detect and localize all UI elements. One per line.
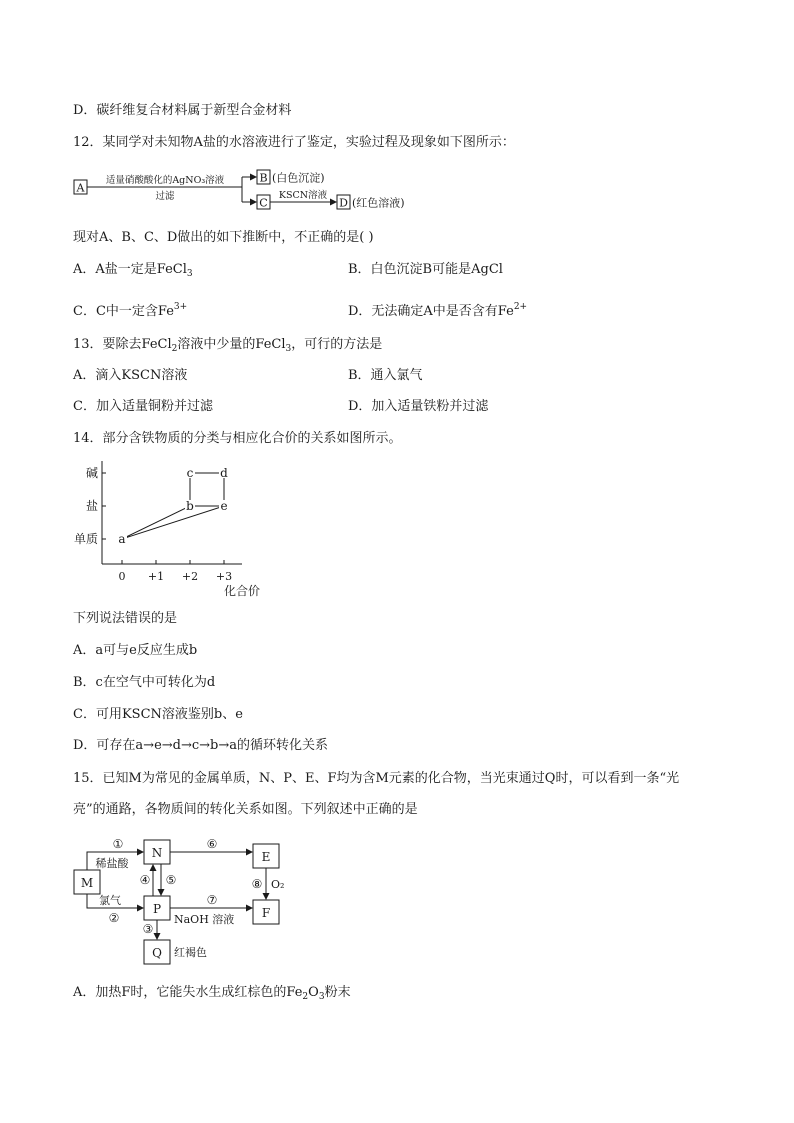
q15-transform-diagram: [70, 832, 320, 968]
q15-option-a: A．加热F时，它能失水生成红棕色的$Fe_2O_3$粉末: [73, 985, 351, 1002]
q13-option-b: B．通入氯气: [348, 368, 423, 383]
op-filter: 过滤: [155, 191, 175, 202]
b-desc: (白色沉淀): [272, 171, 325, 185]
q12-stem: 12．某同学对未知物A盐的水溶液进行了鉴定，实验过程及现象如下图所示：: [73, 135, 515, 150]
point-a: a: [118, 532, 126, 546]
step-4: ④: [139, 873, 151, 887]
label-hcl: 稀盐酸: [95, 857, 129, 870]
q13-stem: 13．要除去FeCl$_2$溶液中少量的FeCl$_3$，可行的方法是: [73, 337, 383, 354]
relation-line-a-e: [122, 506, 224, 539]
x-tick-label: +2: [181, 570, 199, 583]
q14-valence-chart: [70, 458, 280, 604]
q-desc: 红褐色: [174, 946, 207, 959]
box-e-label: E: [261, 850, 271, 864]
step-7: ⑦: [206, 893, 218, 907]
x-tick-label: 0: [118, 570, 126, 583]
q14-option-d: D．可存在a→e→d→c→b→a的循环转化关系: [73, 738, 329, 753]
q14-stem: 14．部分含铁物质的分类与相应化合价的关系如图所示。: [73, 431, 402, 446]
box-a-label: A: [76, 181, 85, 195]
step-3: ③: [142, 922, 154, 936]
relation-line-a-b: [122, 506, 190, 539]
q12-option-b: B．白色沉淀B可能是AgCl: [348, 262, 503, 277]
box-q-label: Q: [152, 946, 162, 960]
point-b: b: [186, 499, 194, 513]
y-tick-label: 盐: [85, 499, 98, 513]
point-e: e: [220, 499, 228, 513]
q15-stem-line1: 15．已知M为常见的金属单质，N、P、E、F均为含M元素的化合物，当光束通过Q时，可以看到一条“光: [73, 771, 680, 786]
q12-option-a: A．A盐一定是FeCl$_3$: [73, 262, 193, 279]
box-m-label: M: [80, 876, 94, 890]
q12-option-c: C．C中一定含$Fe^{3+}$: [73, 302, 188, 319]
reagent-agno3: 适量硝酸酸化的AgNO₃溶液: [105, 175, 225, 186]
box-b-label: B: [259, 171, 268, 185]
step-1: ①: [112, 837, 124, 851]
step-5: ⑤: [165, 873, 177, 887]
point-c: c: [186, 466, 194, 480]
point-d: d: [220, 466, 228, 480]
q13-option-a: A．滴入KSCN溶液: [73, 368, 188, 383]
step-8: ⑧: [251, 877, 263, 891]
q12-option-d: D．无法确定A中是否含有$Fe^{2+}$: [348, 302, 528, 319]
q12-question: 现对A、B、C、D做出的如下推断中，不正确的是( ): [73, 230, 374, 245]
x-axis-label: 化合价: [223, 584, 261, 598]
d-desc: (红色溶液): [352, 196, 405, 210]
box-c-label: C: [259, 196, 268, 210]
q14-option-b: B．c在空气中可转化为d: [73, 675, 216, 690]
box-p-label: P: [152, 902, 162, 916]
reagent-kscn: KSCN溶液: [278, 190, 328, 201]
q15-stem-line2: 亮”的通路，各物质间的转化关系如图。下列叙述中正确的是: [73, 802, 418, 817]
q13-option-d: D．加入适量铁粉并过滤: [348, 399, 489, 414]
q11-option-d: D．碳纤维复合材料属于新型合金材料: [73, 103, 292, 118]
q13-option-c: C．加入适量铜粉并过滤: [73, 399, 213, 414]
q14-option-c: C．可用KSCN溶液鉴别b、e: [73, 707, 243, 722]
box-d-label: D: [339, 196, 348, 210]
q14-option-a: A．a可与e反应生成b: [73, 643, 198, 658]
box-f-label: F: [261, 906, 271, 920]
x-tick-label: +3: [215, 570, 233, 583]
box-n-label: N: [151, 846, 163, 860]
y-tick-label: 碱: [85, 466, 98, 480]
label-o2: O₂: [271, 878, 285, 891]
y-tick-label: 单质: [73, 532, 98, 546]
step-6: ⑥: [206, 837, 218, 851]
q14-question: 下列说法错误的是: [73, 611, 178, 626]
label-cl2: 氯气: [99, 894, 121, 907]
step-2: ②: [108, 911, 120, 925]
x-tick-label: +1: [147, 570, 165, 583]
label-naoh: NaOH 溶液: [174, 913, 235, 926]
q12-flow-diagram: [70, 164, 430, 218]
